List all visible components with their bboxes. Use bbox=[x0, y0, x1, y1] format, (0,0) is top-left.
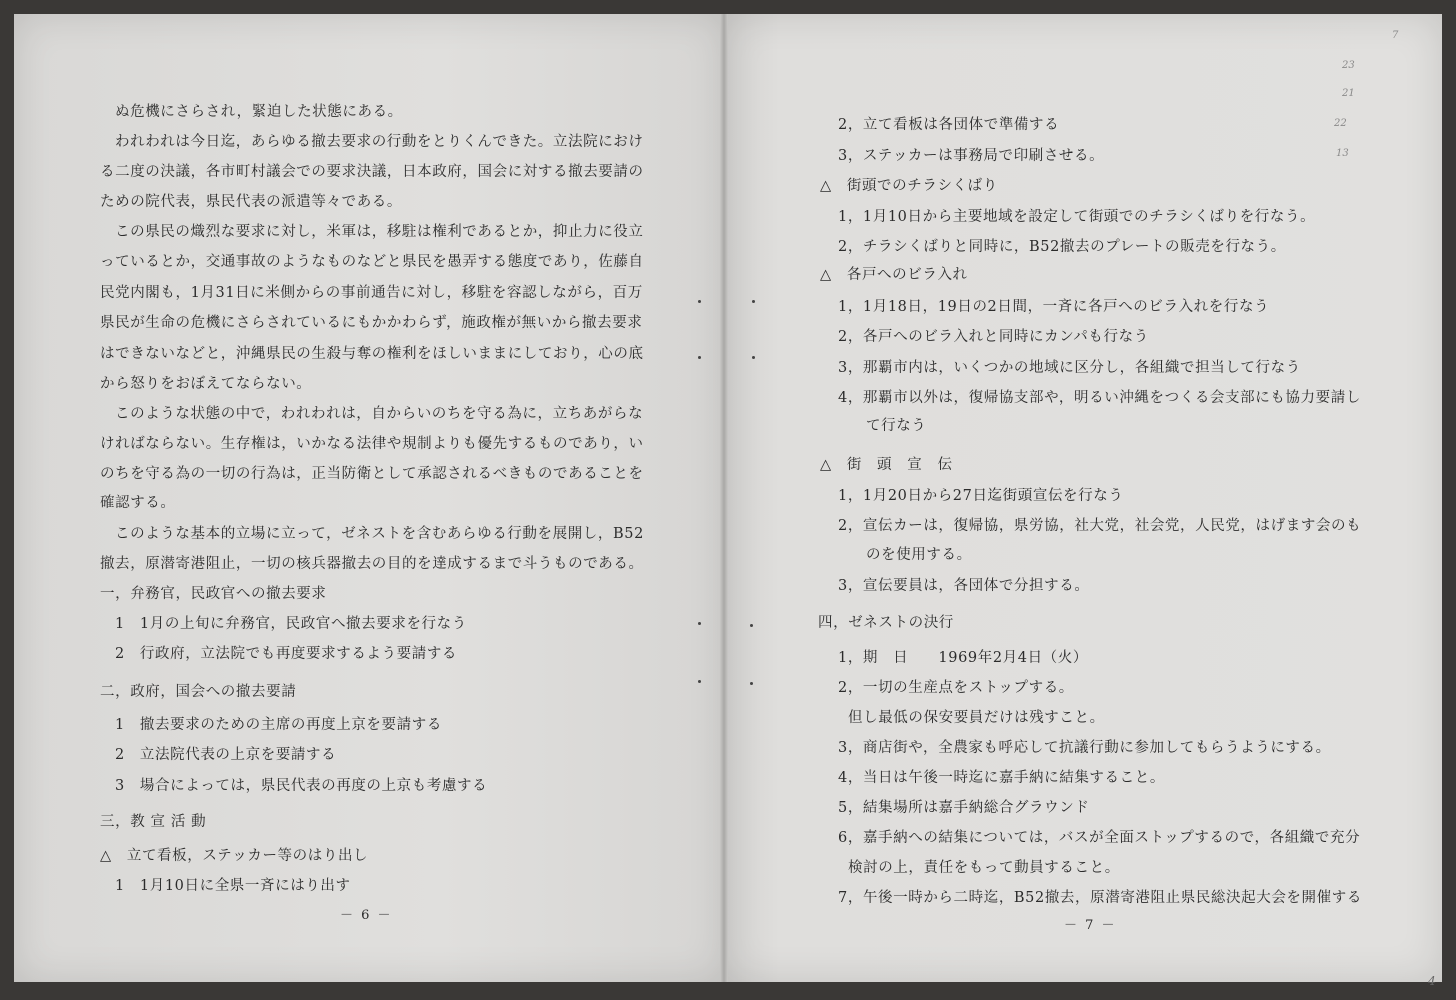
text-line: はできないなどと，沖縄県民の生殺与奪の権利をほしいままにしており，心の底 bbox=[100, 346, 644, 362]
staple-hole bbox=[750, 682, 753, 685]
list-item: 1，1月10日から主要地域を設定して街頭でのチラシくばりを行なう。 bbox=[838, 209, 1316, 225]
text-line: ための院代表，県民代表の派遣等々である。 bbox=[100, 194, 402, 210]
list-item-continued: のを使用する。 bbox=[866, 547, 972, 563]
section-heading: 三，教 宣 活 動 bbox=[100, 814, 207, 830]
text-line: 確認する。 bbox=[100, 495, 176, 511]
list-item: 2，立て看板は各団体で準備する bbox=[838, 117, 1060, 133]
text-line: 撤去，原潜寄港阻止，一切の核兵器撤去の目的を達成するまで斗うものである。 bbox=[100, 556, 644, 572]
list-item: 1，期 日 1969年2月4日（火） bbox=[838, 650, 1088, 666]
text-line: る二度の決議，各市町村議会での要求決議，日本政府，国会に対する撤去要請の bbox=[100, 164, 644, 180]
sub-heading: △ 街頭でのチラシくばり bbox=[820, 178, 998, 194]
section-heading: 二，政府，国会への撤去要請 bbox=[100, 684, 297, 700]
staple-hole bbox=[698, 300, 701, 303]
list-item: 3，宣伝要員は，各団体で分担する。 bbox=[838, 578, 1090, 594]
margin-annotation: 23 bbox=[1342, 60, 1355, 71]
staple-hole bbox=[752, 300, 755, 303]
list-item: 2 立法院代表の上京を要請する bbox=[115, 747, 337, 763]
section-heading: 四，ゼネストの決行 bbox=[818, 615, 954, 631]
staple-hole bbox=[698, 356, 701, 359]
list-item-continued: 但し最低の保安要員だけは残すこと。 bbox=[848, 710, 1105, 726]
list-item: 1，1月18日，19日の2日間，一斉に各戸へのビラ入れを行なう bbox=[838, 299, 1270, 315]
list-item: 3，ステッカーは事務局で印刷させる。 bbox=[838, 148, 1105, 164]
margin-annotation: 7 bbox=[1392, 30, 1399, 41]
list-item: 3，商店街や，全農家も呼応して抗議行動に参加してもらうようにする。 bbox=[838, 740, 1331, 756]
corner-mark: 4 bbox=[1428, 974, 1436, 988]
margin-annotation: 21 bbox=[1342, 88, 1355, 99]
list-item: 5，結集場所は嘉手納総合グラウンド bbox=[838, 800, 1090, 816]
list-item: 3，那覇市内は，いくつかの地域に区分し，各組織で担当して行なう bbox=[838, 360, 1301, 376]
list-item: 4，那覇市以外は，復帰協支部や，明るい沖縄をつくる会支部にも協力要請し bbox=[838, 390, 1361, 406]
staple-hole bbox=[750, 624, 753, 627]
staple-hole bbox=[698, 622, 701, 625]
list-item: 7，午後一時から二時迄，B52撤去，原潜寄港阻止県民総決起大会を開催する bbox=[838, 890, 1362, 906]
text-line: 民党内閣も，1月31日に米側からの事前通告に対し，移駐を容認しながら，百万 bbox=[100, 285, 643, 301]
list-item: 2，チラシくばりと同時に，B52撤去のプレートの販売を行なう。 bbox=[838, 239, 1286, 255]
list-item-continued: 検討の上，責任をもって動員すること。 bbox=[848, 860, 1120, 876]
text-line: から怒りをおぼえてならない。 bbox=[100, 376, 312, 392]
list-item: 1 1月の上旬に弁務官，民政官へ撤去要求を行なう bbox=[115, 616, 467, 632]
list-item: 1 1月10日に全県一斉にはり出す bbox=[115, 878, 351, 894]
list-item-continued: て行なう bbox=[866, 418, 927, 434]
text-line: のちを守る為の一切の行為は，正当防衛として承認されるべきものであることを bbox=[100, 466, 644, 482]
list-item: 2 行政府，立法院でも再度要求するよう要請する bbox=[115, 646, 458, 662]
section-heading: 一，弁務官，民政官への撤去要求 bbox=[100, 586, 327, 602]
text-line: ければならない。生存権は，いかなる法律や規制よりも優先するものであり，い bbox=[100, 436, 644, 452]
list-item: 2，一切の生産点をストップする。 bbox=[838, 680, 1074, 696]
text-line: このような状態の中で，われわれは，自からいのちを守る為に，立ちあがらな bbox=[115, 406, 644, 422]
list-item: 2，宣伝カーは，復帰協，県労協，社大党，社会党，人民党，はげます会のも bbox=[838, 518, 1362, 534]
staple-hole bbox=[752, 356, 755, 359]
page-number: － 7 － bbox=[1064, 918, 1117, 933]
staple-hole bbox=[698, 680, 701, 683]
sub-heading: △ 街 頭 宣 伝 bbox=[820, 457, 953, 473]
text-line: われわれは今日迄，あらゆる撤去要求の行動をとりくんできた。立法院におけ bbox=[115, 134, 644, 150]
text-line: っているとか，交通事故のようなものなどと県民を愚弄する態度であり，佐藤自 bbox=[100, 254, 644, 270]
margin-annotation: 22 bbox=[1334, 118, 1347, 129]
text-line: 県民が生命の危機にさらされているにもかかわらず，施政権が無いから撤去要求 bbox=[100, 315, 643, 331]
sub-heading: △ 立て看板，ステッカー等のはり出し bbox=[100, 848, 369, 864]
sub-heading: △ 各戸へのビラ入れ bbox=[820, 267, 968, 283]
list-item: 1 撤去要求のための主席の再度上京を要請する bbox=[115, 717, 442, 733]
binding-gutter bbox=[720, 14, 728, 982]
list-item: 1，1月20日から27日迄街頭宣伝を行なう bbox=[838, 488, 1124, 504]
margin-annotation: 13 bbox=[1336, 148, 1349, 159]
text-line: ぬ危機にさらされ，緊迫した状態にある。 bbox=[115, 104, 403, 120]
page-number: － 6 － bbox=[340, 908, 393, 923]
text-line: このような基本的立場に立って，ゼネストを含むあらゆる行動を展開し，B52 bbox=[115, 526, 644, 542]
list-item: 6，嘉手納への結集については，バスが全面ストップするので，各組織で充分 bbox=[838, 830, 1361, 846]
list-item: 2，各戸へのビラ入れと同時にカンパも行なう bbox=[838, 329, 1149, 345]
list-item: 4，当日は午後一時迄に嘉手納に結集すること。 bbox=[838, 770, 1165, 786]
list-item: 3 場合によっては，県民代表の再度の上京も考慮する bbox=[115, 778, 488, 794]
text-line: この県民の熾烈な要求に対し，米軍は，移駐は権利であるとか，抑止力に役立 bbox=[115, 224, 644, 240]
